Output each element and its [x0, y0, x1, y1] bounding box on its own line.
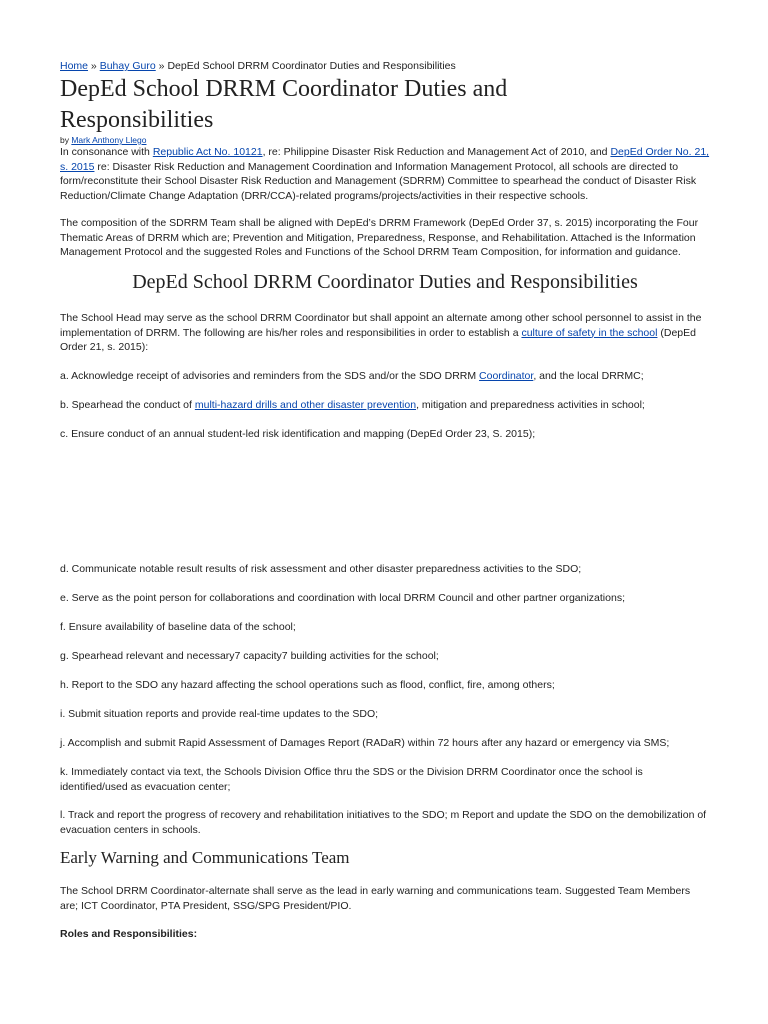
list-item-a	[60, 369, 710, 384]
byline-prefix: by	[60, 135, 72, 145]
intro-text: , re: Philippine Disaster Risk Reduction and Management Act of 2010, and	[262, 146, 611, 158]
list-item-i: i. Submit situation reports and provide real-time updates to the SDO;	[60, 708, 379, 720]
head-text: The School Head may serve as the school DRRM Coordinator but shall appoint an alternate among other school personnel to assist in the implementation of DRRM. The following are his/her roles and responsibilities in order to establish a	[60, 312, 702, 339]
item-text: b. Spearhead the conduct of	[60, 399, 195, 411]
breadcrumb-current: DepEd School DRRM Coordinator Duties and Responsibilities	[167, 60, 456, 72]
early-warning-heading: Early Warning and Communications Team	[60, 848, 350, 867]
list-item-f: f. Ensure availability of baseline data of the school;	[60, 621, 296, 633]
republic-act-link[interactable]: Republic Act No. 10121	[152, 146, 263, 158]
list-item-h: h. Report to the SDO any hazard affecting the school operations such as flood, conflict, fire, among others;	[60, 679, 555, 691]
item-text: , and the local DRRMC;	[533, 370, 644, 382]
coordinator-link[interactable]: Coordinator	[479, 370, 534, 382]
item-text: , mitigation and preparedness activities in school;	[416, 399, 645, 411]
breadcrumb	[60, 59, 456, 74]
list-item-b	[60, 398, 710, 413]
page-title: DepEd School DRRM Coordinator Duties and Responsibilities	[60, 76, 508, 133]
list-item-j: j. Accomplish and submit Rapid Assessment of Damages Report (RADaR) within 72 hours after any hazard or emergency via SMS;	[60, 737, 670, 749]
item-text: a. Acknowledge receipt of advisories and reminders from the SDS and/or the SDO DRRM	[60, 370, 480, 382]
intro-text: re: Disaster Risk Reduction and Management Coordination and Information Management Protocol, all schools are directed to form/reconstitute their School Disaster Risk Reduction and Management (SDRRM) Committee to spearhead the conduct of Disaster Risk Reduction/Climate Change Adaptation (DRR/CCA)-related programs/projects/activities in their respective schools.	[60, 160, 697, 202]
early-warning-paragraph: The School DRRM Coordinator-alternate shall serve as the lead in early warning and communications team. Suggested Team Members are; ICT Coordinator, PTA President, SSG/SPG President/PIO.	[60, 885, 691, 912]
breadcrumb-category-link[interactable]: Buhay Guro	[99, 60, 156, 72]
intro-paragraph	[60, 145, 710, 203]
section-heading: DepEd School DRRM Coordinator Duties and Responsibilities	[132, 271, 638, 293]
list-item-c: c. Ensure conduct of an annual student-led risk identification and mapping (DepEd Order 23, S. 2015);	[60, 428, 536, 440]
culture-of-safety-link[interactable]: culture of safety in the school	[521, 326, 658, 339]
intro-text: In consonance with	[60, 146, 153, 158]
list-item-d: d. Communicate notable result results of risk assessment and other disaster preparedness activities to the SDO;	[60, 563, 582, 575]
head-text: (DepEd Order 21, s. 2015):	[60, 326, 696, 353]
author-link[interactable]: Mark Anthony Llego	[71, 135, 147, 145]
breadcrumb-home-link[interactable]: Home	[60, 60, 89, 72]
list-item-k: k. Immediately contact via text, the Schools Division Office thru the SDS or the Division DRRM Coordinator once the school is identified/used as evacuation center;	[60, 766, 643, 793]
list-item-l: l. Track and report the progress of recovery and rehabilitation initiatives to the SDO; m Report and update the SDO on the demobilization of evacuation centers in schools.	[60, 809, 707, 836]
head-paragraph	[60, 311, 710, 355]
breadcrumb-separator: »	[88, 60, 100, 72]
breadcrumb-separator: »	[155, 60, 168, 72]
list-item-e: e. Serve as the point person for collaborations and coordination with local DRRM Council and other partner organizations;	[60, 592, 625, 604]
composition-paragraph: The composition of the SDRRM Team shall be aligned with DepEd’s DRRM Framework (DepEd Order 37, s. 2015) incorporating the Four Thematic Areas of DRRM which are; Prevention and Mitigation, Preparedness, Response, and Rehabilitation. Attached is the Information Management Protocol and the suggested Roles and Functions of the School DRRM Team Composition, for information and guidance.	[60, 217, 699, 258]
deped-order-link[interactable]: DepEd Order No. 21, s. 2015	[60, 146, 710, 173]
multi-hazard-drills-link[interactable]: multi-hazard drills and other disaster prevention	[194, 399, 417, 411]
list-item-g: g. Spearhead relevant and necessary7 capacity7 building activities for the school;	[60, 650, 439, 662]
roles-label: Roles and Responsibilities:	[60, 928, 198, 940]
